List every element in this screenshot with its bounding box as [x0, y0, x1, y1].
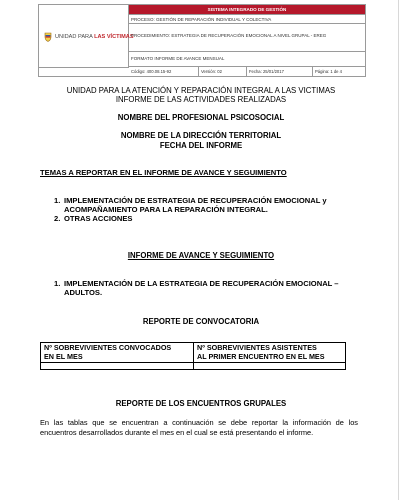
report-date: FECHA DEL INFORME — [159, 141, 243, 150]
heading-line2: INFORME DE LAS ACTIVIDADES REALIZADAS — [115, 95, 287, 104]
doc-version: Versión: 02 — [199, 67, 247, 76]
topics-title: TEMAS A REPORTAR EN EL INFORME DE AVANCE Y SEGUIMIENTO — [40, 168, 287, 177]
territorial-direction: NOMBRE DE LA DIRECCIÓN TERRITORIAL — [120, 131, 282, 140]
topic-1-line2: ACOMPAÑAMIENTO PARA LA REPARACIÓN INTEGRAL. — [64, 205, 268, 214]
logo-cell — [39, 5, 134, 68]
progress-item-line1: IMPLEMENTACIÓN DE LA ESTRATEGIA DE RECUPERACIÓN EMOCIONAL – — [64, 279, 339, 288]
professional-name: NOMBRE DEL PROFESIONAL PSICOSOCIAL — [117, 113, 285, 122]
heading-line1: UNIDAD PARA LA ATENCIÓN Y REPARACIÓN INTEGRAL A LAS VICTIMAS — [66, 86, 336, 95]
topic-2-line1: OTRAS ACCIONES — [64, 214, 133, 223]
convocatoria-title: REPORTE DE CONVOCATORIA — [142, 317, 260, 326]
table-cell-convocados[interactable] — [41, 363, 194, 370]
topic-1-number: 1. — [54, 196, 61, 205]
shield-icon — [44, 32, 52, 42]
page-edge — [398, 0, 399, 500]
encuentros-paragraph: En las tablas que se encuentran a continuación se debe reportar la información de los encuentros desarrollados durante el mes en el cual se está presentando el informe. — [40, 418, 358, 437]
procedure-label: PROCEDIMIENTO: ESTRATEGIA DE RECUPERACIÓN EMOCIONAL A NIVEL GRUPAL - EREG — [129, 24, 365, 52]
system-title: SISTEMA INTEGRADO DE GESTIÓN — [129, 5, 365, 15]
document-header — [38, 4, 366, 77]
topic-2-number: 2. — [54, 214, 61, 223]
table-header-convocados: Nº SOBREVIVIENTES CONVOCADOS EN EL MES — [41, 343, 194, 363]
encuentros-title: REPORTE DE LOS ENCUENTROS GRUPALES — [115, 399, 287, 408]
table-header-row — [41, 343, 346, 363]
table-row — [41, 363, 346, 370]
table-header-asistentes: Nº SOBREVIVIENTES ASISTENTES AL PRIMER ENCUENTRO EN EL MES — [194, 343, 346, 363]
logo-text: UNIDAD PARA LAS VÍCTIMAS — [55, 34, 134, 40]
format-label: FORMATO INFORME DE AVANCE MENSUAL — [129, 52, 365, 67]
progress-title: INFORME DE AVANCE Y SEGUIMIENTO — [127, 251, 275, 260]
doc-code: Código: 400.08.15-92 — [129, 67, 199, 76]
table-cell-asistentes[interactable] — [194, 363, 346, 370]
convocatoria-table — [40, 342, 346, 370]
process-label: PROCESO: GESTIÓN DE REPARACIÓN INDIVIDUAL Y COLECTIVA — [129, 15, 365, 24]
progress-item-number: 1. — [54, 279, 61, 288]
progress-item-line2: ADULTOS. — [64, 288, 103, 297]
topic-1-line1: IMPLEMENTACIÓN DE ESTRATEGIA DE RECUPERACIÓN EMOCIONAL y — [64, 196, 327, 205]
doc-meta-row — [129, 67, 365, 76]
doc-page: Página: 1 de 4 — [315, 69, 343, 74]
doc-date: Fecha: 25/01/2017 — [247, 67, 313, 76]
